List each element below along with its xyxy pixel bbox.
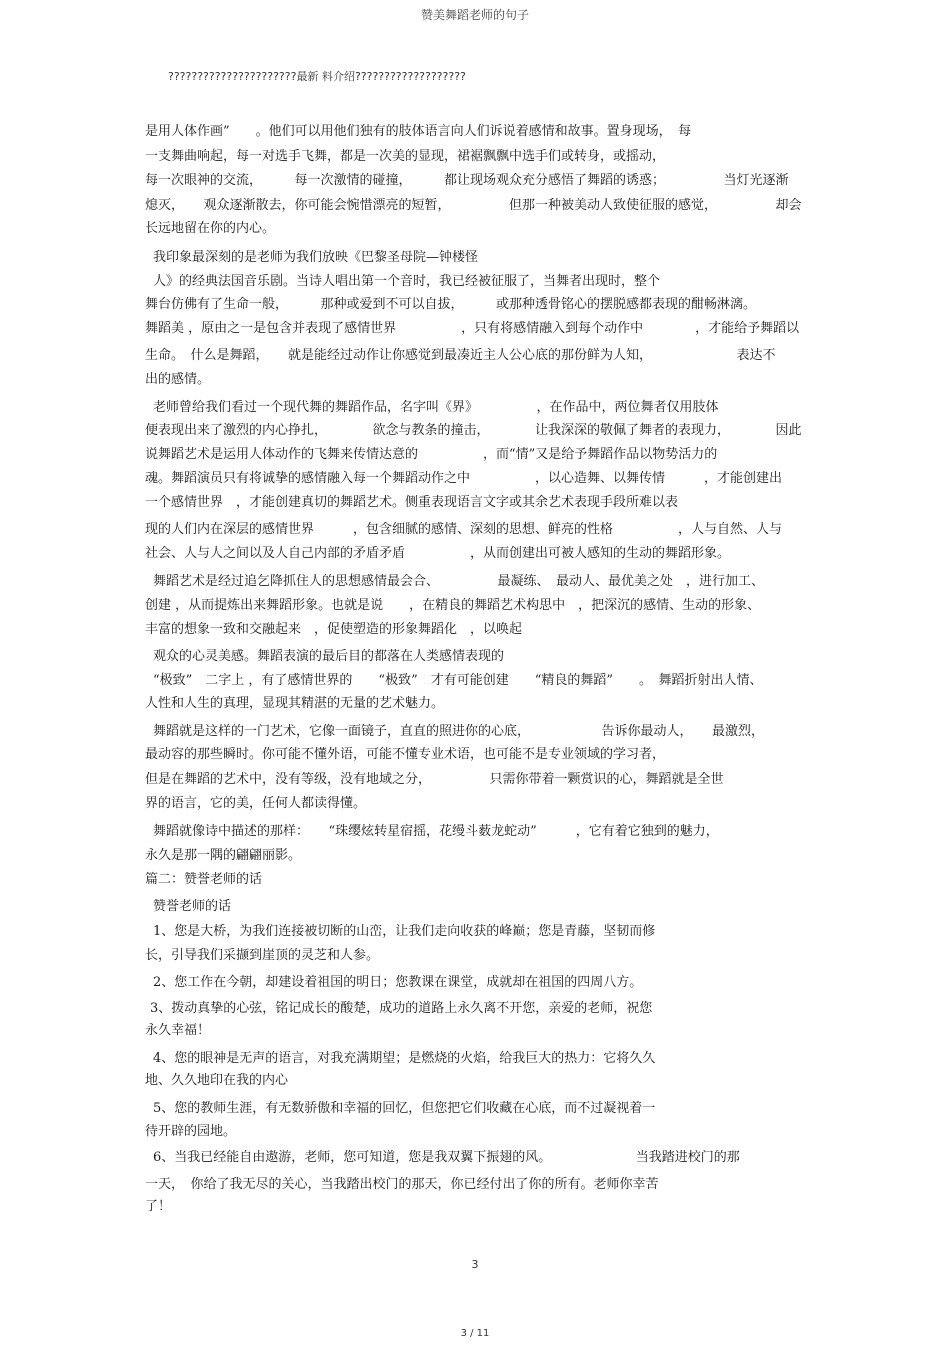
text-line: 老师曾给我们看过一个现代舞的舞蹈作品，名字叫《界》 ，在作品中，两位舞者仅用肢体 xyxy=(153,400,719,415)
text-line: 出的感情。 xyxy=(145,372,211,387)
text-line: 舞蹈美 ，原由之一是包含并表现了感情世界 ，只有将感情融入到每个动作中 ，才能给予舞蹈以 xyxy=(145,321,800,336)
list-item: 3、拨动真挚的心弦，铭记成长的酸楚，成功的道路上永久离不开您，亲爱的老师，祝您 xyxy=(150,1001,653,1016)
text-line: 一个感情世界 ，才能创建真切的舞蹈艺术。侧重表现语言文字或其余艺术表现手段所难以表 xyxy=(145,495,679,510)
text-line: 人》的经典法国音乐剧。当诗人唱出第一个音时，我已经被征服了，当舞者出现时，整个 xyxy=(153,274,661,289)
section-subheading: 赞誉老师的话 xyxy=(153,899,232,914)
text-line: 长远地留在你的内心。 xyxy=(145,221,276,236)
text-line: 舞蹈就像诗中描述的那样： “珠缨炫转星宿摇，花缦斗薮龙蛇动” ，它有着它独到的魅力， xyxy=(153,824,719,839)
text-line: 一支舞曲响起，每一对选手飞舞，都是一次美的显现，裙裾飘飘中选手们或转身，或摇动， xyxy=(145,149,666,164)
section-heading: 篇二：赞誉老师的话 xyxy=(145,872,263,887)
text-line: 每一次眼神的交流， 每一次激情的碰撞， 都让现场观众充分感悟了舞蹈的诱惑； 当灯光逐渐 xyxy=(145,173,789,188)
subheader-line: ??????????????????????最新 料介绍??????????????????? xyxy=(168,70,466,83)
text-line: 永久幸福！ xyxy=(145,1023,211,1038)
text-line: 生命。 什么是舞蹈， 就是能经过动作让你感觉到最凑近主人公心底的那份鲜为人知， 表达不 xyxy=(145,348,776,363)
text-line: 永久是那一隅的翩翩丽影。 xyxy=(145,848,302,863)
text-line: 创建 ，从而提炼出来舞蹈形象。也就是说 ，在精良的舞蹈艺术构思中 ，把深沉的感情、生动的形象、 xyxy=(145,598,761,613)
list-item: 4、您的眼神是无声的语言，对我充满期望；是燃烧的火焰，给我巨大的热力：它将久久 xyxy=(153,1051,656,1066)
text-line: 长，引导我们采撷到崖顶的灵芝和人参。 xyxy=(145,948,380,963)
text-line: 便表现出来了激烈的内心挣扎， 欲念与教条的撞击， 让我深深的敬佩了舞者的表现力， 因此 xyxy=(145,423,802,438)
text-line: 我印象最深刻的是老师为我们放映《巴黎圣母院—钟楼怪 xyxy=(153,250,479,265)
text-line: 一天， 你给了我无尽的关心，当我踏出校门的那天，你已经付出了你的所有。老师你幸苦 xyxy=(145,1177,659,1192)
text-line: 魂。舞蹈演员只有将诚挚的感情融入每一个舞蹈动作之中 ，以心造舞、以舞传情 ，才能创建出 xyxy=(145,471,783,486)
text-line: 是用人体作画” 。他们可以用他们独有的肢体语言向人们诉说着感情和故事。置身现场， 每 xyxy=(145,124,692,139)
text-line: 待开辟的园地。 xyxy=(145,1124,237,1139)
list-item: 6、当我已经能自由遨游，老师，您可知道，您是我双翼下振翅的风。 当我踏进校门的那 xyxy=(153,1150,740,1165)
text-line: 但是在舞蹈的艺术中，没有等级，没有地域之分， 只需你带着一颗赏识的心，舞蹈就是全世 xyxy=(145,772,724,787)
text-line: “极致” 二字上 ，有了感情世界的 “极致” 才有可能创建 “精良的舞蹈” 。 舞蹈折射出人情、 xyxy=(153,673,763,688)
text-line: 舞蹈就是这样的一门艺术，它像一面镜子，直直的照进你的心底， 告诉你最动人， 最激烈， xyxy=(153,724,765,739)
list-item: 2、您工作在今朝，却建设着祖国的明日；您教课在课堂，成就却在祖国的四周八方。 xyxy=(153,975,643,990)
page-number: 3 xyxy=(471,1258,479,1271)
text-line: 观众的心灵美感。舞蹈表演的最后目的都落在人类感情表现的 xyxy=(153,649,505,664)
text-line: 了！ xyxy=(145,1199,172,1214)
page-header-title: 赞美舞蹈老师的句子 xyxy=(420,8,529,22)
text-line: 舞台仿佛有了生命一般， 那种或爱到不可以自拔， 或那种透骨铭心的摆脱感都表现的酣畅淋漓。 xyxy=(145,297,757,312)
text-line: 最动容的那些瞬时。你可能不懂外语，可能不懂专业术语，也可能不是专业领域的学习者， xyxy=(145,747,666,762)
list-item: 1、您是大桥，为我们连接被切断的山峦，让我们走向收获的峰巅；您是青藤，坚韧而修 xyxy=(153,924,656,939)
text-line: 地、久久地印在我的内心 xyxy=(145,1073,289,1088)
page-footer: 3 / 11 xyxy=(460,1328,490,1339)
text-line: 现的人们内在深层的感情世界 ，包含细腻的感情、深刻的思想、鲜亮的性格 ，人与自然、人与 xyxy=(145,522,783,537)
text-line: 社会、人与人之间以及人自己内部的矛盾矛盾 ，从而创建出可被人感知的生动的舞蹈形象。 xyxy=(145,546,731,561)
list-item: 5、您的教师生涯，有无数骄傲和幸福的回忆，但您把它们收藏在心底，而不过凝视着一 xyxy=(153,1101,656,1116)
text-line: 界的语言，它的美，任何人都读得懂。 xyxy=(145,796,367,811)
text-line: 熄灭， 观众逐渐散去，你可能会惋惜漂亮的短暂， 但那一种被美动人致使征服的感觉， 却会 xyxy=(145,198,802,213)
text-line: 舞蹈艺术是经过追乞降抓住人的思想感情最会合、 最凝练、 最动人、最优美之处 ，进行加工、 xyxy=(153,574,765,589)
text-line: 人性和人生的真理，显现其精湛的无量的艺术魅力。 xyxy=(145,696,445,711)
text-line: 丰富的想象一致和交融起来 ，促使塑造的形象舞蹈化 ，以唤起 xyxy=(145,622,523,637)
text-line: 说舞蹈艺术是运用人体动作的飞舞来传情达意的 ，而“情”又是给予舞蹈作品以物势活力的 xyxy=(145,447,718,462)
